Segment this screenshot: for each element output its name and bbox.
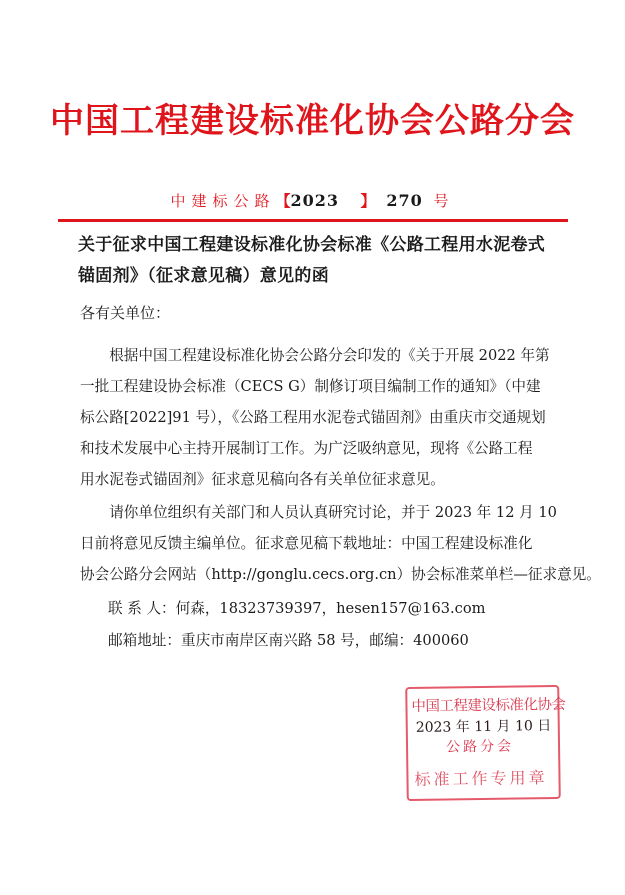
document-number: [0, 190, 625, 211]
mailing-address: 邮箱地址：重庆市南岸区南兴路 58 号，邮编：400060: [108, 632, 469, 649]
subject-line: 锚固剂》（征求意见稿）意见的函: [78, 266, 329, 286]
document-subject: [78, 230, 558, 292]
doc-year: 2023: [290, 191, 339, 210]
stamp-org-name: 中国工程建设标准化协会: [411, 696, 566, 715]
stamp-seal-label: 标准工作专用章: [414, 768, 548, 789]
paragraph-line: 日前将意见反馈主编单位。征求意见稿下载地址：中国工程建设标准化: [80, 535, 533, 552]
paragraph-line: 根据中国工程建设标准化协会公路分会印发的《关于开展 2022 年第: [80, 347, 550, 364]
red-divider-line: [58, 219, 568, 222]
org-title: 中国工程建设标准化协会公路分会: [50, 101, 575, 141]
paragraph-line: 一批工程建设协会标准（CECS G）制修订项目编制工作的通知》（中建: [80, 378, 541, 395]
paragraph-line: 协会公路分会网站（http://gonglu.cecs.org.cn）协会标准菜单栏—征求意见。: [80, 566, 601, 583]
doc-prefix: 中建标公路: [170, 192, 276, 210]
salutation: 各有关单位：: [80, 304, 171, 322]
contact-person: 联 系 人：何森，18323739397，hesen157@163.com: [108, 600, 486, 617]
paragraph-line: 和技术发展中心主持开展制订工作。为广泛吸纳意见，现将《公路工程: [80, 440, 533, 457]
official-seal-stamp: [405, 685, 566, 801]
bracket-close: 】: [360, 192, 376, 210]
paragraph-line: 请你单位组织有关部门和人员认真研究讨论，并于 2023 年 12 月 10: [80, 504, 557, 521]
subject-line: 关于征求中国工程建设标准化协会标准《公路工程用水泥卷式: [78, 235, 546, 255]
paragraph-line: 标公路[2022]91 号），《公路工程用水泥卷式锚固剂》由重庆市交通规划: [80, 409, 546, 426]
stamp-branch-name: 公路分会: [445, 738, 515, 756]
body-paragraph-1: [80, 340, 550, 495]
body-paragraph-2: [80, 497, 601, 590]
doc-serial-number: 270: [386, 191, 423, 210]
paragraph-line: 用水泥卷式锚固剂》征求意见稿向各有关单位征求意见。: [80, 471, 445, 488]
doc-number-suffix: 号: [433, 192, 455, 210]
stamp-date: 2023 年 11 月 10 日: [415, 718, 552, 736]
bracket-open: 【: [275, 192, 291, 210]
